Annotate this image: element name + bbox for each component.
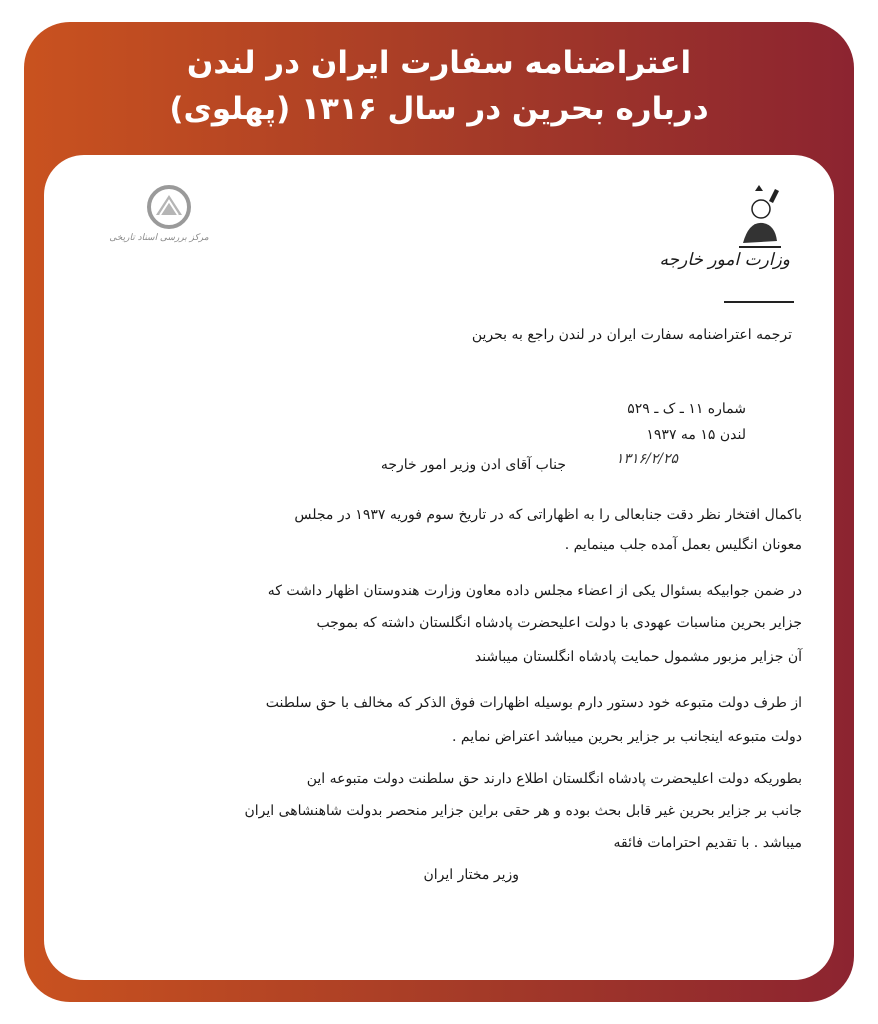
date-solar: ۱۳۱۶/۲/۲۵ — [615, 451, 678, 467]
page-title — [24, 40, 854, 132]
watermark-text: مرکز بررسی اسناد تاریخی — [109, 233, 209, 243]
document-subject: ترجمه اعتراضنامه سفارت ایران در لندن راجع به بحرین — [471, 327, 792, 343]
addressee: جناب آقای ادن وزیر امور خارجه — [380, 457, 566, 473]
scanned-document — [44, 155, 834, 980]
document-card — [44, 155, 834, 980]
title-line-2: درباره بحرین در سال ۱۳۱۶ (پهلوی) — [169, 91, 709, 127]
body-line-9: جانب بر جزایر بحرین غیر قابل بحث بوده و هر حقی براین جزایر منحصر بدولت شاهنشاهی ایران — [244, 803, 802, 819]
title-line-1: اعتراضنامه سفارت ایران در لندن — [186, 45, 692, 81]
body-line-2: معونان انگلیس بعمل آمده جلب مینمایم . — [564, 537, 802, 553]
body-line-10: میباشد . با تقدیم احترامات فائقه — [613, 835, 802, 851]
body-line-7: دولت متبوعه اینجانب بر جزایر بحرین میباشد اعتراض نمایم . — [452, 729, 802, 745]
archive-logo-icon — [94, 185, 244, 255]
body-line-8: بطوریکه دولت اعلیحضرت پادشاه انگلستان اطلاع دارند حق سلطنت دولت متبوعه این — [306, 771, 802, 787]
reference-number: شماره ۱۱ ـ ک ـ ۵۲۹ — [627, 401, 746, 417]
body-line-3: در ضمن جوابیکه بسئوال یکی از اعضاء مجلس داده معاون وزارت هندوستان اظهار داشت که — [267, 583, 802, 599]
date-london: لندن ۱۵ مه ۱۹۳۷ — [646, 427, 746, 443]
body-line-4: جزایر بحرین مناسبات عهودی با دولت اعلیحضرت پادشاه انگلستان داشته که بموجب — [316, 615, 802, 631]
department-name: وزارت امور خارجه — [659, 250, 790, 270]
lion-and-sun-emblem-icon — [729, 183, 789, 255]
body-line-5: آن جزایر مزبور مشمول حمایت پادشاه انگلستان میباشند — [474, 649, 802, 665]
letterhead-rule — [724, 301, 794, 303]
body-line-6: از طرف دولت متبوعه خود دستور دارم بوسیله اظهارات فوق الذکر که مخالف با حق سلطنت — [265, 695, 802, 711]
body-line-1: باکمال افتخار نظر دقت جنابعالی را به اظهاراتی که در تاریخ سوم فوریه ۱۹۳۷ در مجلس — [294, 507, 802, 523]
signature: وزیر مختار ایران — [423, 867, 519, 883]
